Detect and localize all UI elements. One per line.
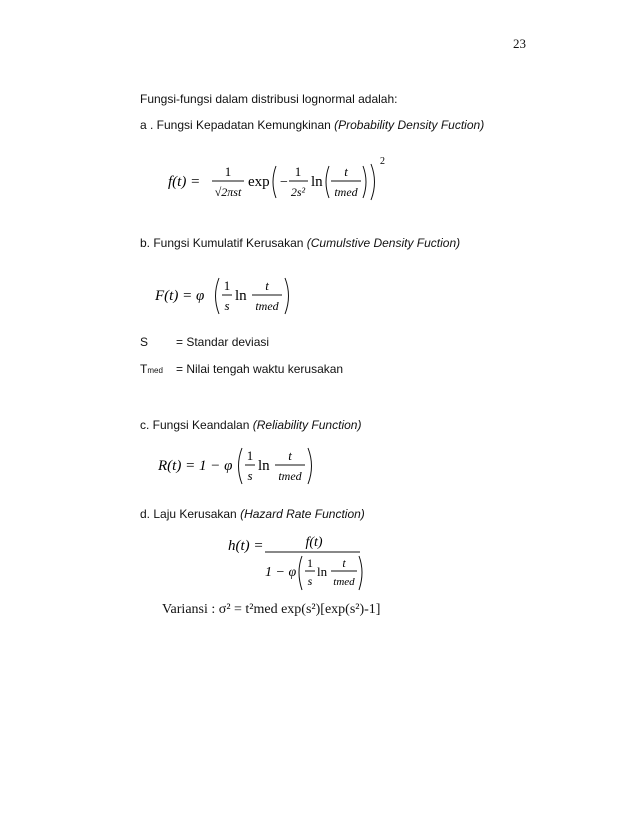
pdf-ln: ln	[311, 174, 323, 190]
section-a-term: (Probability Density Fuction)	[334, 118, 485, 132]
section-c-heading	[140, 418, 361, 432]
section-b-label: b. Fungsi Kumulatif Kerusakan	[140, 236, 307, 250]
rel-right-paren	[308, 448, 312, 484]
cdf-lhs: F(t) = φ	[155, 288, 205, 304]
pdf-numerator: 1	[224, 164, 232, 179]
definition-s	[140, 335, 269, 349]
pdf-denominator: √2πst	[214, 185, 242, 199]
pdf-minus: −	[280, 175, 288, 190]
haz-s: s	[307, 574, 313, 588]
haz-numerator: f(t)	[305, 535, 323, 550]
definition-s-symbol: S	[140, 335, 149, 349]
section-b-term: (Cumulstive Density Fuction)	[306, 236, 461, 250]
cdf-left-paren	[216, 278, 220, 314]
haz-left-paren	[299, 556, 302, 590]
intro-text: Fungsi-fungsi dalam distribusi lognormal adalah:	[140, 92, 398, 106]
pdf-square: 2	[380, 156, 385, 167]
hazard-equation	[228, 534, 368, 594]
cdf-ln: ln	[235, 288, 247, 304]
pdf-right-paren	[371, 164, 375, 200]
cdf-s: s	[224, 298, 230, 313]
haz-one: 1	[307, 556, 313, 570]
haz-ln: ln	[317, 564, 328, 579]
rel-t: t	[288, 448, 292, 463]
definition-tmed-subscript: med	[147, 366, 163, 375]
cdf-equation	[155, 270, 295, 322]
section-b-heading	[140, 236, 460, 250]
pdf-inner-right-paren	[363, 166, 366, 198]
definition-s-desc: = Standar deviasi	[176, 335, 270, 349]
variance-formula: Variansi : σ² = t²med exp(s²)[exp(s²)-1]	[162, 602, 381, 617]
pdf-inner-numerator: 1	[294, 164, 302, 179]
pdf-inner-denominator: 2s²	[290, 185, 306, 199]
definition-tmed-symbol: Tmed	[140, 362, 163, 376]
reliability-equation	[158, 440, 318, 492]
pdf-lhs: f(t) =	[168, 174, 201, 190]
pdf-tmed: tmed	[334, 185, 358, 199]
rel-s: s	[247, 468, 253, 483]
pdf-t: t	[344, 164, 348, 179]
cdf-tmed: tmed	[255, 299, 279, 313]
section-a-label: a . Fungsi Kepadatan Kemungkinan	[140, 118, 335, 132]
pdf-inner-left-paren	[326, 166, 329, 198]
section-d-term: (Hazard Rate Function)	[240, 507, 365, 521]
haz-right-paren	[359, 556, 362, 590]
section-d-label: d. Laju Kerusakan	[140, 507, 241, 521]
pdf-equation	[168, 158, 398, 208]
rel-ln: ln	[258, 458, 270, 474]
section-c-term: (Reliability Function)	[252, 418, 362, 432]
haz-tmed: tmed	[333, 576, 355, 588]
section-a-heading	[140, 118, 484, 132]
definition-tmed	[140, 362, 343, 376]
definition-tmed-desc: = Nilai tengah waktu kerusakan	[176, 362, 344, 376]
cdf-one: 1	[223, 278, 231, 293]
haz-lhs: h(t) =	[228, 538, 264, 554]
rel-one: 1	[246, 448, 254, 463]
rel-left-paren	[239, 448, 243, 484]
pdf-left-paren	[273, 166, 276, 198]
rel-tmed: tmed	[278, 469, 302, 483]
cdf-t: t	[265, 278, 269, 293]
page-number: 23	[513, 36, 526, 51]
haz-t: t	[342, 556, 346, 570]
section-c-label: c. Fungsi Keandalan	[140, 418, 253, 432]
haz-den-prefix: 1 − φ	[265, 565, 297, 580]
cdf-right-paren	[285, 278, 289, 314]
rel-lhs: R(t) = 1 − φ	[158, 458, 233, 474]
pdf-exp: exp	[248, 174, 270, 190]
section-d-heading	[140, 507, 365, 521]
